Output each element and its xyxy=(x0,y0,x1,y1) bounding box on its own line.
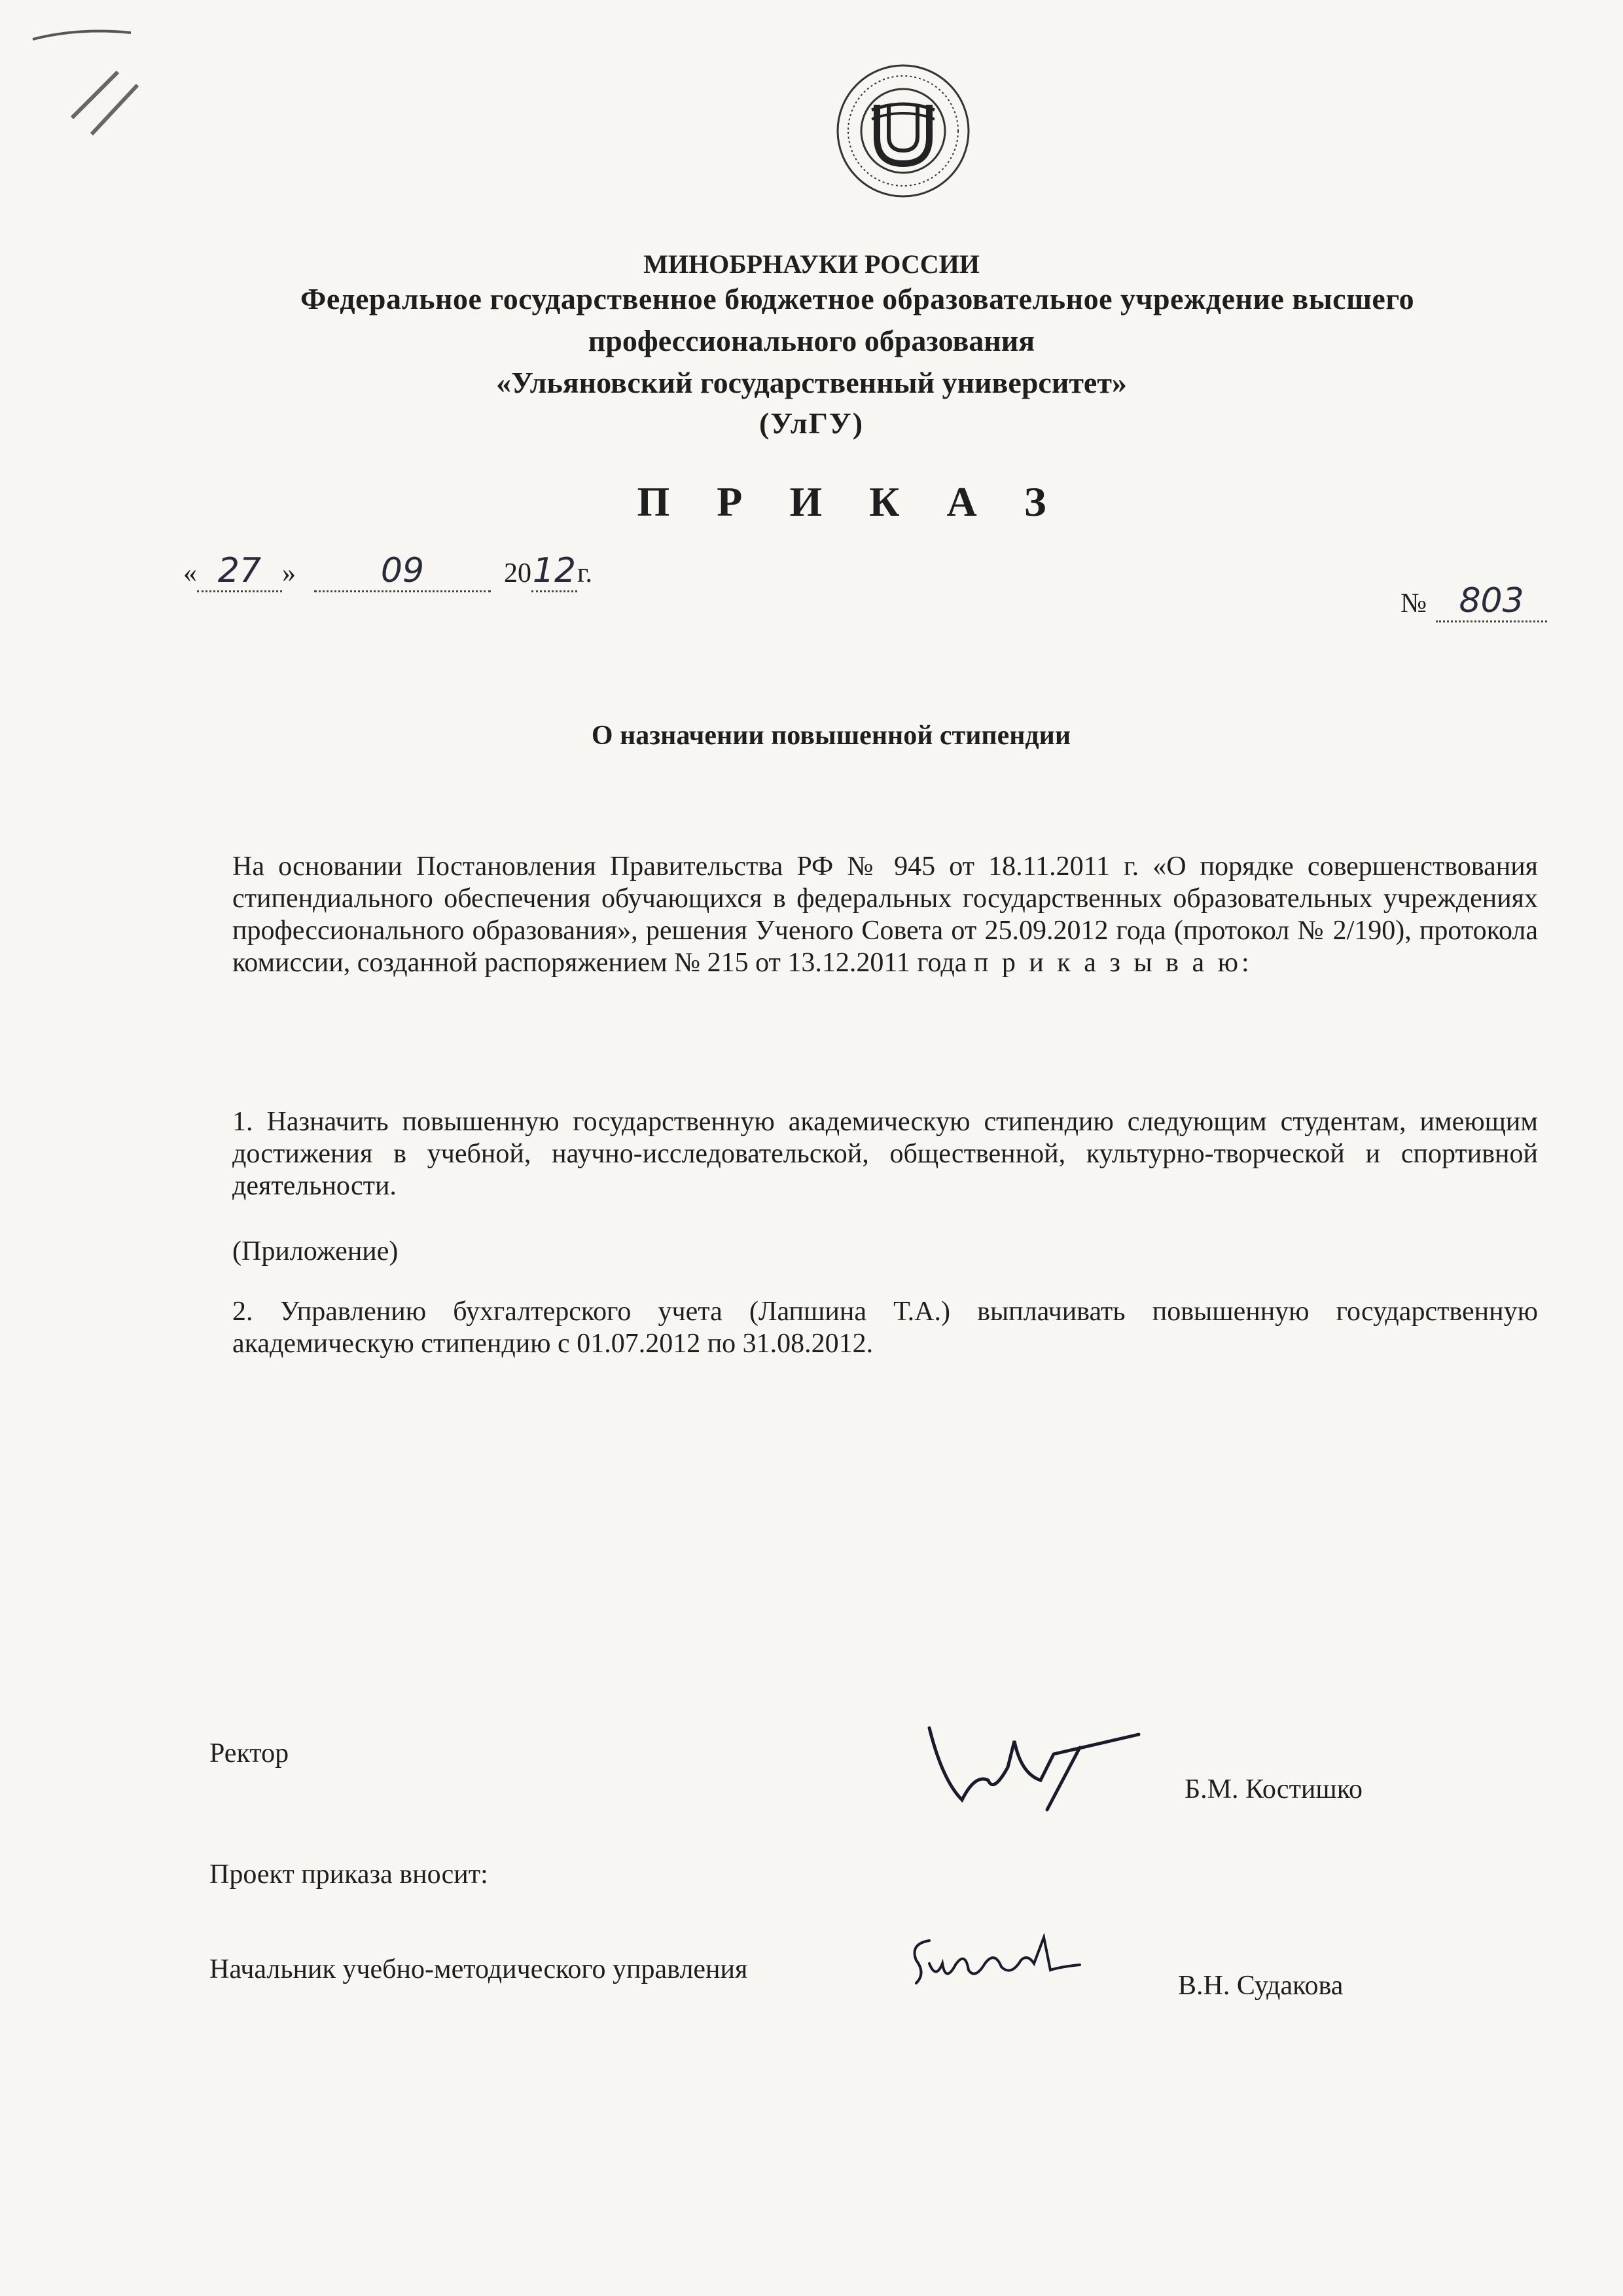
organization-name-line-2: профессионального образования xyxy=(588,324,1035,357)
preamble-text: На основании Постановления Правительства РФ № 945 от 18.11.2011 г. «О порядке совершенствования стипендиального обеспечения обучающихся в федеральных государственных образовательных учреждениях профессионального образования», решения Ученого Совета от 25.09.2012 года (протокол № 2/190), протокола комиссии, созданной распоряжением № 215 от 13.12.2011 года xyxy=(232,852,1538,978)
date-open-quote: « xyxy=(183,558,197,588)
organization-name-line-1: Федеральное государственное бюджетное образовательное учреждение высшего xyxy=(300,282,1415,315)
date-year-prefix: 20 xyxy=(504,558,531,588)
organization-abbreviation: (УлГУ) xyxy=(758,406,865,440)
date-year-end: г. xyxy=(577,558,592,588)
order-item-2: 2. Управлению бухгалтерского учета (Лапшина Т.А.) выплачивать повышенную государственную академическую стипендию с 01.07.2012 по 31.08.2012. xyxy=(232,1297,1538,1359)
order-item-1: 1. Назначить повышенную государственную академическую стипендию следующим студентам, имеющим достижения в учебной, научно-исследовательской, общественной, культурно-творческой и спортивной деятельности. xyxy=(232,1107,1538,1201)
number-value: 803 xyxy=(1436,581,1547,622)
date-day: 27 xyxy=(197,551,282,592)
project-submitted-by-label: Проект приказа вносит: xyxy=(209,1859,488,1890)
ministry-name: МИНОБРНАУКИ РОССИИ xyxy=(643,249,980,279)
head-of-department-label: Начальник учебно-методического управления xyxy=(209,1954,748,1984)
order-item-1-note: (Приложение) xyxy=(232,1236,399,1266)
rector-label: Ректор xyxy=(209,1738,289,1768)
date-month: 09 xyxy=(314,551,491,592)
corner-marks xyxy=(26,13,170,137)
order-number xyxy=(1400,581,1547,622)
order-date xyxy=(183,551,592,592)
head-of-department-name: В.Н. Судакова xyxy=(1178,1971,1344,2001)
rector-name: Б.М. Костишко xyxy=(1185,1774,1363,1804)
university-emblem-icon xyxy=(831,59,975,203)
date-year-suffix: 12 xyxy=(531,551,577,592)
number-label: № xyxy=(1400,588,1427,619)
order-subject: О назначении повышенной стипендии xyxy=(591,721,1071,751)
signature-icon xyxy=(916,1702,1152,1813)
preamble-verb: п р и к а з ы в а ю: xyxy=(973,948,1253,978)
signature-icon xyxy=(903,1924,1086,1996)
document-title: П Р И К А З xyxy=(637,478,1065,525)
organization-name-line-3: «Ульяновский государственный университет» xyxy=(496,366,1127,399)
preamble-paragraph xyxy=(232,851,1538,979)
date-close-quote: » xyxy=(282,558,296,588)
